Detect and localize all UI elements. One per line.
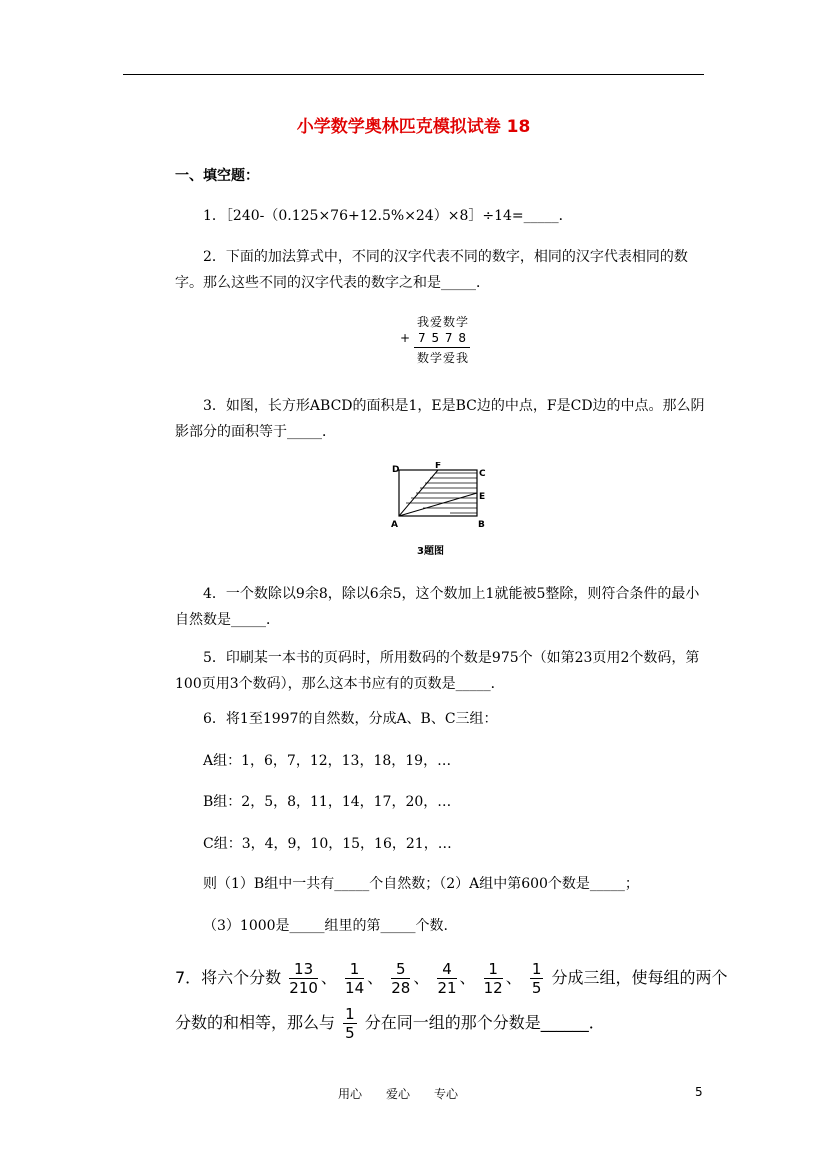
page-title: 小学数学奥林匹克模拟试卷 18	[296, 117, 531, 137]
addition-plus: +	[400, 331, 411, 345]
question-2: 2．下面的加法算式中，不同的汉字代表不同的数字，相同的汉字代表相同的数字。那么这些不同的汉字代表的数字之和是_____．	[175, 249, 688, 291]
label-e: E	[479, 492, 486, 502]
group-b: B组：2，5，8，11，14，17，20，…	[203, 794, 452, 810]
fraction-1: $\frac{13}{210}$	[289, 960, 318, 997]
shading-lines	[406, 473, 477, 513]
section-heading: 一、填空题：	[175, 168, 259, 184]
footer-motto: 用心 爱心 专心	[338, 1087, 459, 1101]
label-a: A	[391, 520, 398, 530]
fraction-4: $\frac{4}{21}$	[437, 960, 457, 997]
figure-caption: 3题图	[417, 546, 444, 557]
fraction-5: $\frac{1}{12}$	[483, 960, 503, 997]
q7-line2-suffix: 分在同一组的那个分数是______．	[364, 1013, 605, 1032]
fraction-one-fifth: $\frac{1}{5}$	[345, 1005, 355, 1042]
question-4: 4．一个数除以9余8，除以6余5，这个数加上1就能被5整除，则符合条件的最小自然数是_____．	[175, 586, 700, 628]
q7-suffix: 分成三组，使每组的两个	[551, 968, 728, 987]
rectangle-figure	[390, 462, 500, 562]
label-c: C	[479, 469, 486, 479]
fraction-2: $\frac{1}{14}$	[345, 960, 365, 997]
addition-middle: 7 5 7 8	[418, 331, 467, 345]
question-7-line-2	[175, 1005, 605, 1042]
group-c: C组：3，4，9，10，15，16，21，…	[203, 836, 452, 852]
fraction-6: $\frac{1}{5}$	[531, 960, 542, 997]
question-5: 5．印刷某一本书的页码时，所用数码的个数是975个（如第23页用2个数码，第100页用3个数码），那么这本书应有的页数是_____．	[175, 650, 700, 692]
label-d: D	[392, 465, 400, 475]
question-3: 3．如图，长方形ABCD的面积是1，E是BC边的中点，F是CD边的中点。那么阴影部分的面积等于_____．	[175, 398, 705, 440]
group-a: A组：1，6，7，12，13，18，19，…	[203, 753, 452, 769]
fraction-3: $\frac{5}{28}$	[391, 960, 411, 997]
addition-top: 我爱数学	[417, 315, 470, 329]
question-6-ask-2: （3）1000是_____组里的第_____个数.	[203, 918, 448, 934]
q7-prefix: 7．将六个分数	[175, 968, 282, 987]
label-b: B	[478, 520, 485, 530]
page-number: 5	[695, 1085, 703, 1099]
q7-line2-prefix: 分数的和相等，那么与	[175, 1013, 336, 1032]
label-f: F	[435, 462, 442, 471]
question-7-line-1: 7．将六个分数 $\frac{13}{210}$ 、 $\frac{1}{14}$ 、 $\frac{5}{28}$ 、 $\frac{4}{21}$ 、 $\frac{1}{12}$ 、 $\frac{1}{5}$ 分成三组，使每组的两个	[175, 960, 728, 997]
segment-ae	[399, 493, 477, 516]
question-1: 1．［240-（0.125×76+12.5%×24）×8］÷14=_____．	[203, 208, 573, 224]
addition-line	[414, 347, 470, 348]
addition-bottom: 数学爱我	[417, 351, 470, 365]
question-6-ask-1: 则（1）B组中一共有_____个自然数；（2）A组中第600个数是_____；	[203, 876, 639, 892]
question-6-intro: 6．将1至1997的自然数，分成A、B、C三组：	[203, 711, 498, 727]
header-rule	[123, 74, 704, 75]
